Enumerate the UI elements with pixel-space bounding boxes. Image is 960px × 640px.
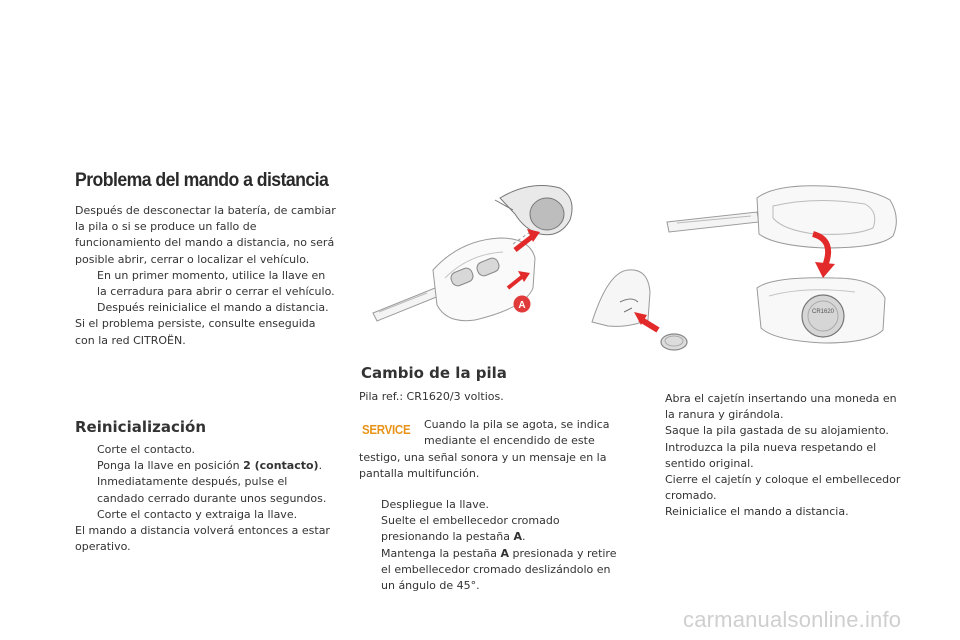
battery-step: Suelte el embellecedor cromado presionando la pestaña A. xyxy=(359,513,621,545)
key-cover-illustration xyxy=(365,180,595,355)
watermark: carmanualsonline.info xyxy=(683,607,902,632)
label-a: A xyxy=(518,300,526,311)
bullet-marker xyxy=(359,497,381,513)
battery-step: Cierre el cajetín y coloque el embellecedor cromado. xyxy=(643,472,905,504)
reinit-closing: El mando a distancia volverá entonces a estar operativo. xyxy=(75,524,330,554)
bullet-marker xyxy=(75,474,97,506)
bullet-marker xyxy=(75,442,97,458)
section-title-reinit: Reinicialización xyxy=(75,418,206,436)
reinit-step: Ponga la llave en posición 2 (contacto). xyxy=(75,458,337,474)
bullet-marker xyxy=(643,423,665,439)
intro-paragraph: Después de desconectar la batería, de cambiar la pila o si se produce un fallo de funcionamiento del mando a distancia, no será posible abrir, cerrar o localizar el vehículo. xyxy=(75,204,336,266)
bullet-marker xyxy=(643,440,665,472)
intro-block xyxy=(75,203,337,349)
bullet-marker xyxy=(75,507,97,523)
bullet-marker xyxy=(643,391,665,423)
service-text: Cuando la pila se agota, se indica mediante el encendido de este xyxy=(424,418,610,448)
bullet-marker xyxy=(359,546,381,595)
intro-bullet: Después reinicialice el mando a distancia. xyxy=(75,300,337,316)
battery-step: Despliegue la llave. xyxy=(359,497,621,513)
battery-ref: Pila ref.: CR1620/3 voltios. xyxy=(359,390,504,403)
battery-step: Abra el cajetín insertando una moneda en la ranura y girándola. xyxy=(643,391,905,423)
battery-step: Introduzca la pila nueva respetando el sentido original. xyxy=(643,440,905,472)
reinit-step: Inmediatamente después, pulse el candado cerrado durante unos segundos. xyxy=(75,474,337,506)
section-title-battery: Cambio de la pila xyxy=(361,364,507,382)
battery-step: Saque la pila gastada de su alojamiento. xyxy=(643,423,905,439)
intro-paragraph: Si el problema persiste, consulte enseguida con la red CITROËN. xyxy=(75,317,316,347)
reinit-step: Corte el contacto y extraiga la llave. xyxy=(75,507,337,523)
battery-label: CR1620 xyxy=(811,309,835,315)
open-case-illustration xyxy=(665,178,905,353)
bullet-marker xyxy=(75,268,97,300)
bullet-marker xyxy=(75,458,97,474)
intro-bullet: En un primer momento, utilice la llave en la cerradura para abrir o cerrar el vehículo. xyxy=(75,268,337,300)
battery-step: Mantenga la pestaña A presionada y retire el embellecedor cromado deslizándolo en un ángulo de 45°. xyxy=(359,546,621,595)
bullet-marker xyxy=(75,300,97,316)
bullet-marker xyxy=(643,472,665,504)
service-warning-icon: SERVICE xyxy=(362,423,411,437)
battery-icon xyxy=(802,295,844,337)
battery-steps-right xyxy=(643,391,905,521)
reinit-block xyxy=(75,442,337,555)
page-title: Problema del mando a distancia xyxy=(75,170,329,191)
battery-steps-left xyxy=(359,497,621,594)
reinit-step: Corte el contacto. xyxy=(75,442,337,458)
bullet-marker xyxy=(643,504,665,520)
bullet-marker xyxy=(359,513,381,545)
battery-step: Reinicialice el mando a distancia. xyxy=(643,504,905,520)
service-text: testigo, una señal sonora y un mensaje en la pantalla multifunción. xyxy=(359,451,607,481)
